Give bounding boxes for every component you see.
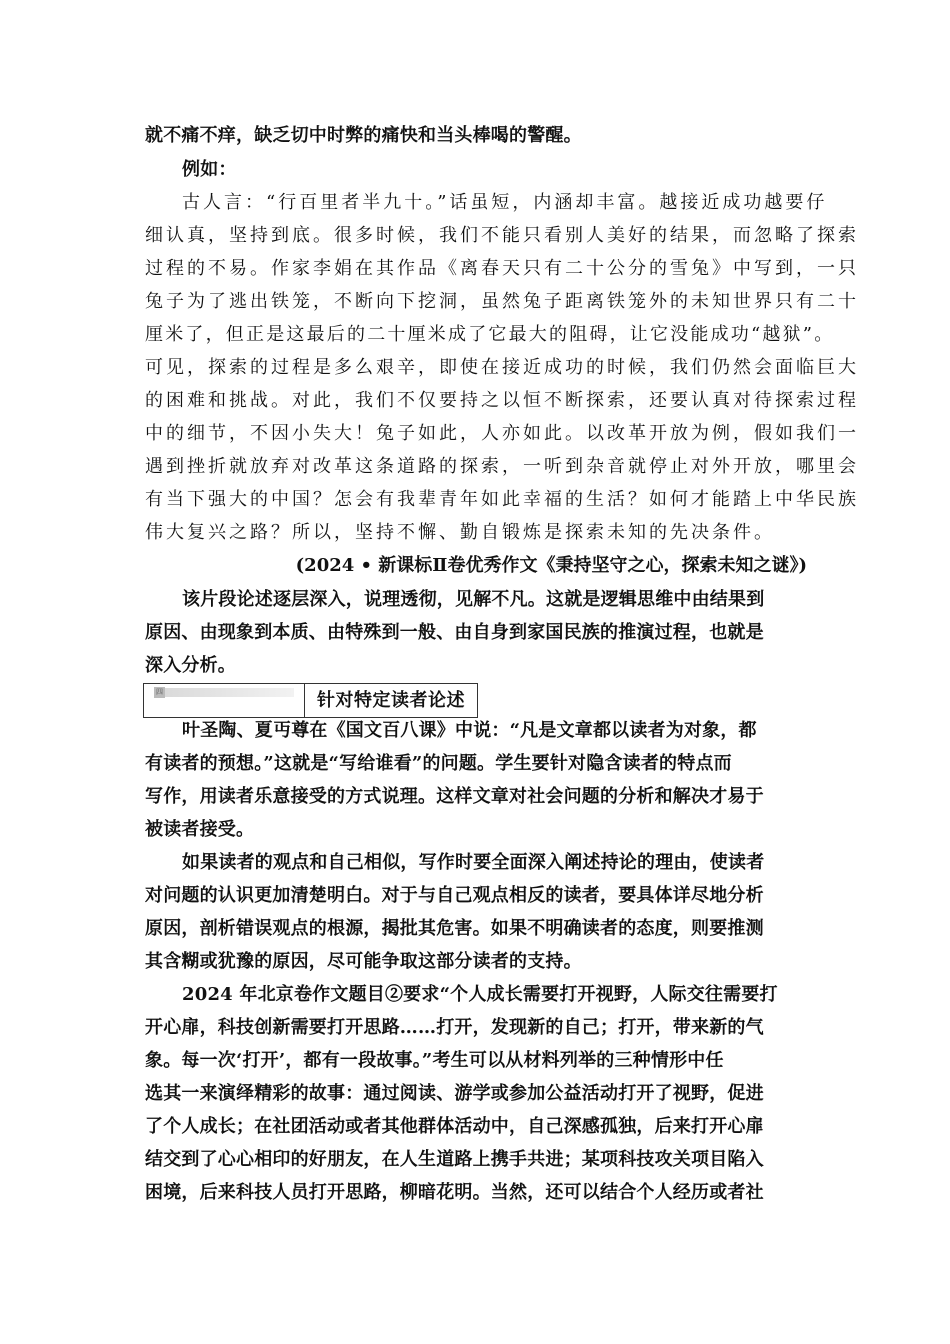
source-citation: (2024 • 新课标Ⅱ卷优秀作文《秉持坚守之心，探索未知之谜》) [295,555,807,576]
section-number-icon: 四 [156,688,163,696]
example-line: 厘米了，但正是这最后的二十厘米成了它最大的阻碍，让它没能成功“越狱”。 [145,324,835,345]
example-line: 伟大复兴之路？所以，坚持不懈、勤自锻炼是探索未知的先决条件。 [145,522,775,543]
paragraph-line: 原因、由现象到本质、由特殊到一般、由自身到家国民族的推演过程，也就是 [145,622,764,643]
example-line: 过程的不易。作家李娟在其作品《离春天只有二十公分的雪兔》中写到，一只 [145,258,859,279]
paragraph-line: 开心扉，科技创新需要打开思路……打开，发现新的自己；打开，带来新的气 [145,1017,764,1038]
paragraph-line: 被读者接受。 [145,819,255,840]
paragraph-line: 写作，用读者乐意接受的方式说理。这样文章对社会问题的分析和解决才易于 [145,786,764,807]
section-heading-marker [144,684,305,717]
example-line: 遇到挫折就放弃对改革这条道路的探索，一听到杂音就停止对外开放，哪里会 [145,456,859,477]
paragraph-line: 困境，后来科技人员打开思路，柳暗花明。当然，还可以结合个人经历或者社 [145,1182,764,1203]
paragraph-line: 选其一来演绎精彩的故事：通过阅读、游学或参加公益活动打开了视野，促进 [145,1083,764,1104]
example-line: 古人言：“行百里者半九十。”话虽短，内涵却丰富。越接近成功越要仔 [182,192,828,213]
paragraph-line: 叶圣陶、夏丏尊在《国文百八课》中说：“凡是文章都以读者为对象，都 [182,720,757,741]
example-line: 可见，探索的过程是多么艰辛，即使在接近成功的时候，我们仍然会面临巨大 [145,357,859,378]
paragraph-line: 深入分析。 [145,655,236,676]
paragraph-line: 该片段论述逐层深入，说理透彻，见解不凡。这就是逻辑思维中由结果到 [182,589,765,610]
heading-decoration [154,688,294,697]
example-line: 中的细节，不因小失大！兔子如此，人亦如此。以改革开放为例，假如我们一 [145,423,859,444]
paragraph-line: 就不痛不痒，缺乏切中时弊的痛快和当头棒喝的警醒。 [145,125,582,146]
paragraph-line: 其含糊或犹豫的原因，尽可能争取这部分读者的支持。 [145,951,582,972]
paragraph-line: 了个人成长；在社团活动或者其他群体活动中，自己深感孤独，后来打开心扉 [145,1116,764,1137]
paragraph-line: 有读者的预想。”这就是“写给谁看”的问题。学生要针对隐含读者的特点而 [145,753,732,774]
example-label: 例如： [182,159,237,180]
example-line: 有当下强大的中国？怎会有我辈青年如此幸福的生活？如何才能踏上中华民族 [145,489,859,510]
example-line: 细认真，坚持到底。很多时候，我们不能只看别人美好的结果，而忽略了探索 [145,225,859,246]
paragraph-line: 2024 年北京卷作文题目②要求“个人成长需要打开视野，人际交往需要打 [182,984,778,1005]
example-line: 的困难和挑战。对此，我们不仅要持之以恒不断探索，还要认真对待探索过程 [145,390,859,411]
paragraph-line: 象。每一次‘打开’，都有一段故事。”考生可以从材料列举的三种情形中任 [145,1050,724,1071]
section-heading [143,683,478,718]
paragraph-line: 结交到了心心相印的好朋友，在人生道路上携手共进；某项科技攻关项目陷入 [145,1149,764,1170]
example-line: 兔子为了逃出铁笼，不断向下挖洞，虽然兔子距离铁笼外的未知世界只有二十 [145,291,859,312]
paragraph-line: 如果读者的观点和自己相似，写作时要全面深入阐述持论的理由，使读者 [182,852,765,873]
paragraph-line: 对问题的认识更加清楚明白。对于与自己观点相反的读者，要具体详尽地分析 [145,885,764,906]
paragraph-line: 原因，剖析错误观点的根源，揭批其危害。如果不明确读者的态度，则要推测 [145,918,764,939]
section-title: 针对特定读者论述 [317,690,465,711]
